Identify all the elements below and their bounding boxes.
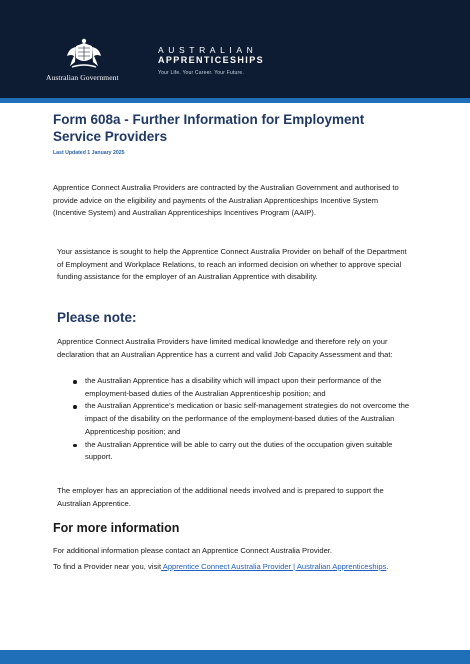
conditions-list [70,375,415,464]
provider-link[interactable]: Apprentice Connect Australia Provider | Australian Apprenticeships [161,562,387,571]
program-name-line2: APPRENTICESHIPS [158,55,265,65]
document-title: Form 608a - Further Information for Employment Service Providers [53,112,365,144]
intro-paragraph: Apprentice Connect Australia Providers are contracted by the Australian Government and authorised to provide advice on the eligibility and payments of the Australian Apprenticeships Incentive System (Incentive System) and Australian Apprenticeships Incentives Program (AAIP). [53,183,399,218]
list-item-text: the Australian Apprentice’s medication or basic self-management strategies do not overcome the impact of the disability on the performance of the employment-based duties of the Australian Apprenticeship position; and [85,401,410,436]
contact-paragraph: For additional information please contact an Apprentice Connect Australia Provider. [53,546,333,555]
header-accent-band [0,98,470,103]
bullet-icon [73,444,77,448]
coat-of-arms-icon [64,36,104,70]
bullet-icon [73,405,77,409]
list-item [70,400,415,438]
more-information-heading: For more information [53,521,180,535]
footer-accent-band [0,650,470,664]
program-name-line1: AUSTRALIAN [158,45,258,55]
program-tagline: Your Life. Your Career. Your Future. [158,70,244,76]
list-item-text: the Australian Apprentice will be able to carry out the duties of the occupation given suitable support. [85,439,393,462]
list-item [70,439,415,464]
list-item [70,375,415,400]
find-provider-suffix: . [386,562,389,571]
find-provider-text: To find a Provider near you, visit [53,562,162,571]
last-updated-date: Last Updated 1 January 2025 [53,150,125,156]
australian-apprenticeships-logo [158,45,268,85]
government-name: Australian Government [46,73,119,82]
bullet-icon [73,380,77,384]
australian-government-logo [46,36,136,84]
page-header [0,0,470,98]
find-provider-paragraph [53,561,413,574]
assistance-paragraph: Your assistance is sought to help the Apprentice Connect Australia Provider on behalf of the Department of Employment and Workplace Relations, to reach an informed decision on whether to approve special funding assistance for the employer of an Australian Apprentice with disability. [57,247,407,282]
note-intro-paragraph: Apprentice Connect Australia Providers have limited medical knowledge and therefore rely on your declaration that an Australian Apprentice has a current and valid Job Capacity Assessment and that: [57,337,393,359]
employer-note-paragraph: The employer has an appreciation of the additional needs involved and is prepared to support the Australian Apprentice. [57,486,384,508]
list-item-text: the Australian Apprentice has a disability which will impact upon their performance of the employment-based duties of the Australian Apprenticeship position; and [85,376,382,398]
please-note-heading: Please note: [57,310,137,325]
